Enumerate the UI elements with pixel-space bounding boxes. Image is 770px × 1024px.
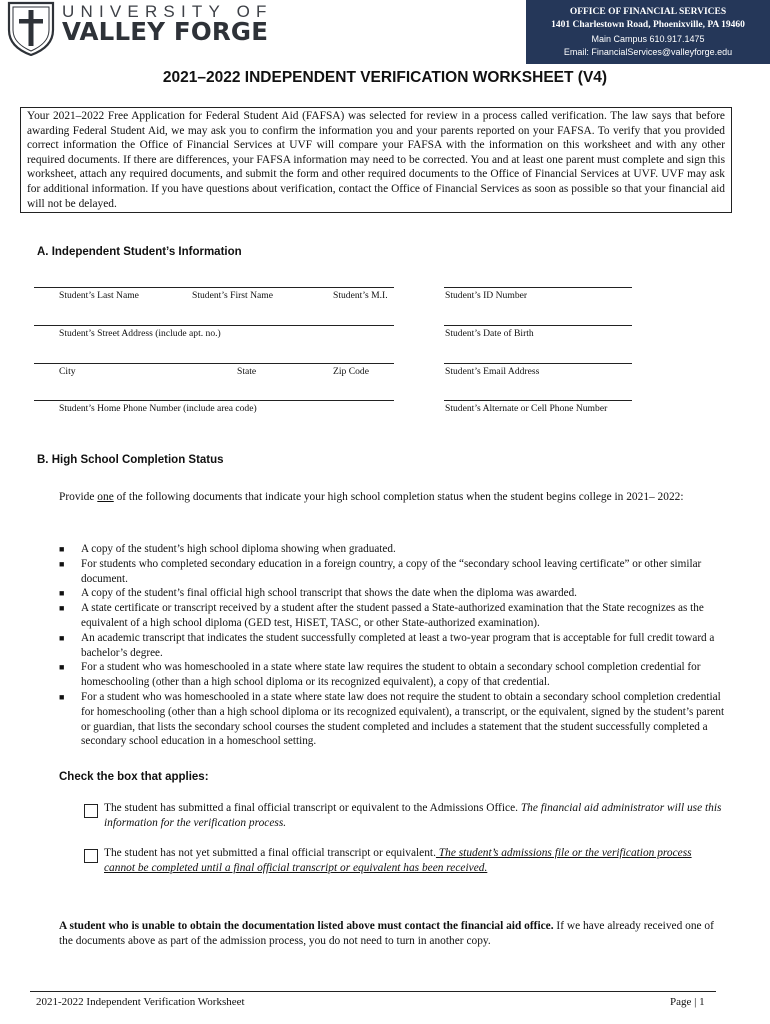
provide-instructions: [59, 490, 719, 505]
state-label: State: [237, 366, 257, 377]
option2-text: The student has not yet submitted a final official transcript or equivalent.: [104, 847, 436, 859]
alt-phone-label: Student’s Alternate or Cell Phone Number: [445, 403, 608, 414]
list-item: [59, 542, 729, 557]
footer-divider: [30, 991, 716, 992]
office-phone: Main Campus 610.917.1475: [591, 34, 705, 44]
option-not-submitted-text: [104, 846, 724, 876]
last-name-label: Student’s Last Name: [59, 290, 139, 301]
university-shield-logo: [6, 0, 56, 56]
documentation-note: [59, 919, 729, 949]
list-item-text: For students who completed secondary education in a foreign country, a copy of the “secondary school leaving certificate” or other similar document.: [81, 557, 702, 585]
option1-italic: The financial aid administrator will use this information for the verification process.: [104, 802, 722, 829]
bullet-icon: ■: [59, 603, 65, 614]
date-of-birth-label: Student’s Date of Birth: [445, 328, 534, 339]
city-label: City: [59, 366, 76, 377]
office-title: OFFICE OF FINANCIAL SERVICES: [569, 7, 727, 17]
list-item: [59, 631, 729, 661]
home-phone-label: Student’s Home Phone Number (include area code): [59, 403, 257, 414]
option2-italic: The student’s admissions file or the verification process cannot be completed until a final official transcript or equivalent has been received.: [104, 847, 692, 874]
list-item-text: For a student who was homeschooled in a state where state law does not require the student to obtain a secondary school completion credential for homeschooling (other than a high school diploma or its recognized equivalent), a transcript, or the equivalent, signed by the student’s parent or guardian, that lists the secondary school courses the student completed and includes a statement that the student successfully completed a secondary school education in a homeschool setting.: [81, 690, 725, 748]
option1-text: The student has submitted a final official transcript or equivalent to the Admissions Office.: [104, 802, 521, 814]
bullet-icon: ■: [59, 558, 65, 569]
intro-text: Your 2021–2022 Free Application for Federal Student Aid (FAFSA) was selected for review in a process called verification. The law says that before awarding Federal Student Aid, we may ask you to confirm the information you and your parents reported on your FAFSA. To verify that you provided correct information the Office of Financial Services at UVF will compare your FAFSA with the information on this worksheet and with any other required documents. If there are differences, your FAFSA information may need to be corrected. You and at least one parent must complete and sign this worksheet, attach any required documents, and submit the form and other required documents to the Office of Financial Services at UVF. UVF may ask for additional information. If you have questions about verification, contact the Office of Financial Services as soon as possible so that your financial aid will not be delayed.: [27, 110, 725, 210]
home-phone-line[interactable]: [34, 400, 394, 401]
list-item: [59, 660, 729, 690]
id-number-line[interactable]: [444, 287, 632, 288]
check-heading: Check the box that applies:: [59, 771, 209, 783]
section-a-heading: A. Independent Student’s Information: [37, 246, 242, 258]
zip-code-label: Zip Code: [333, 366, 369, 377]
note-rest: If we have already received one of the documents above as part of the admission process, you do not need to turn in another copy.: [59, 920, 714, 947]
name-line[interactable]: [34, 287, 394, 288]
footer-document-name: 2021-2022 Independent Verification Worksheet: [36, 996, 245, 1008]
page-title: 2021–2022 INDEPENDENT VERIFICATION WORKSHEET (V4): [162, 69, 608, 86]
bullet-icon: ■: [59, 691, 65, 702]
logo-university-of: UNIVERSITY OF: [62, 2, 273, 21]
list-item-text: For a student who was homeschooled in a state where state law requires the student to obtain a secondary school completion credential for homeschooling (other than a high school diploma or its recognized equivalent), a copy of that credential.: [81, 661, 701, 689]
office-email: Email: FinancialServices@valleyforge.edu: [563, 47, 733, 57]
list-item-text: A copy of the student’s final official high school transcript that shows the date when the diploma was awarded.: [81, 587, 577, 600]
provide-pre: Provide: [59, 491, 98, 503]
option-submitted-text: [104, 801, 724, 831]
bullet-icon: ■: [59, 588, 65, 599]
email-label: Student’s Email Address: [445, 366, 540, 377]
bullet-icon: ■: [59, 544, 65, 554]
list-item-text: An academic transcript that indicates the student successfully completed at least a two-year program that is acceptable for full credit toward a bachelor’s degree.: [81, 631, 715, 659]
list-item: [59, 557, 729, 587]
list-item: [59, 601, 729, 631]
intro-box: [20, 107, 732, 213]
list-item-text: A copy of the student’s high school diploma showing when graduated.: [81, 543, 396, 555]
bullet-icon: ■: [59, 632, 65, 643]
street-address-line[interactable]: [34, 325, 394, 326]
footer-page-number: Page | 1: [670, 996, 705, 1008]
document-list: [59, 542, 729, 749]
mi-label: Student’s M.I.: [333, 290, 388, 301]
list-item-text: A state certificate or transcript received by a student after the student passed a State-authorized examination that the State recognizes as the equivalent of a high school diploma (GED test, HiSET, TASC, or other State-authorized examination).: [81, 602, 704, 629]
list-item: [59, 586, 729, 601]
bullet-icon: ■: [59, 662, 65, 673]
id-number-label: Student’s ID Number: [445, 290, 528, 301]
provide-one: one: [97, 491, 114, 503]
date-of-birth-line[interactable]: [444, 325, 632, 326]
alt-phone-line[interactable]: [444, 400, 632, 401]
section-b-heading: B. High School Completion Status: [37, 454, 224, 466]
email-line[interactable]: [444, 363, 632, 364]
note-bold: A student who is unable to obtain the documentation listed above must contact the financial aid office.: [59, 920, 554, 932]
logo-valley-forge: VALLEY FORGE: [62, 17, 269, 46]
submitted-transcript-checkbox[interactable]: [84, 804, 98, 818]
office-contact-box: [526, 0, 770, 64]
first-name-label: Student’s First Name: [192, 290, 274, 301]
city-state-zip-line[interactable]: [34, 363, 394, 364]
office-address: 1401 Charlestown Road, Phoenixville, PA 19460: [551, 20, 745, 30]
list-item: [59, 690, 729, 749]
not-submitted-transcript-checkbox[interactable]: [84, 849, 98, 863]
provide-post: of the following documents that indicate your high school completion status when the student begins college in 2021– 2022:: [113, 491, 684, 503]
street-address-label: Student’s Street Address (include apt. no.): [59, 328, 221, 339]
